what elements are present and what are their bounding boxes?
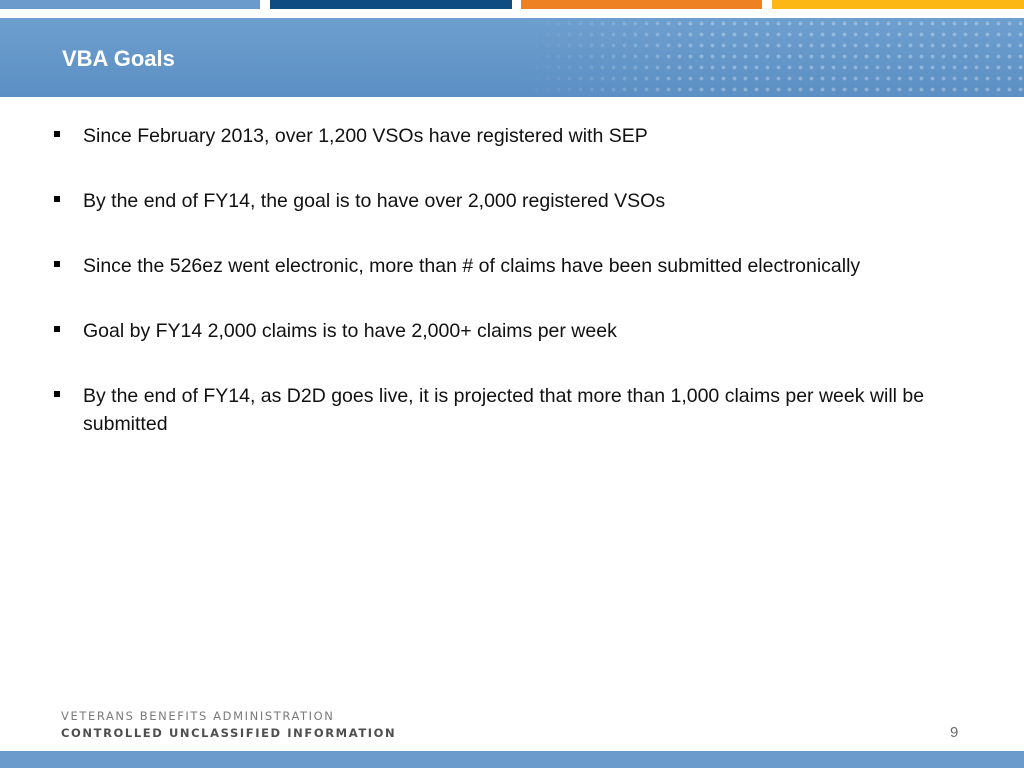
- bullet-item: [52, 252, 962, 280]
- bullet-item: [52, 122, 962, 150]
- square-bullet-icon: [54, 131, 60, 137]
- page-number: 9: [950, 724, 959, 741]
- square-bullet-icon: [54, 261, 60, 267]
- stripe-light-blue: [0, 0, 260, 9]
- stripe-orange: [521, 0, 762, 9]
- square-bullet-icon: [54, 196, 60, 202]
- bullet-text: By the end of FY14, the goal is to have over 2,000 registered VSOs: [83, 190, 666, 212]
- square-bullet-icon: [54, 391, 60, 397]
- header-color-stripes: [0, 0, 1024, 18]
- star-pattern-decoration: [520, 18, 1024, 97]
- bullet-item: [52, 382, 962, 438]
- bullet-item: [52, 317, 962, 345]
- slide-title: VBA Goals: [62, 46, 175, 71]
- stripe-navy: [270, 0, 512, 9]
- bullet-text: By the end of FY14, as D2D goes live, it is projected that more than 1,000 claims per week will be submitted: [83, 385, 925, 435]
- bullet-item: [52, 187, 962, 215]
- bullet-text: Since February 2013, over 1,200 VSOs have registered with SEP: [83, 125, 648, 147]
- footer-bar: [0, 751, 1024, 768]
- bullet-text: Since the 526ez went electronic, more than # of claims have been submitted electronically: [83, 255, 861, 277]
- stripe-gold: [772, 0, 1024, 9]
- bullet-text: Goal by FY14 2,000 claims is to have 2,000+ claims per week: [83, 320, 617, 342]
- title-band: [0, 18, 1024, 97]
- square-bullet-icon: [54, 326, 60, 332]
- footer-org-name: VETERANS BENEFITS ADMINISTRATION: [61, 709, 335, 723]
- bullet-list: [52, 122, 962, 475]
- footer-classification: CONTROLLED UNCLASSIFIED INFORMATION: [61, 726, 397, 740]
